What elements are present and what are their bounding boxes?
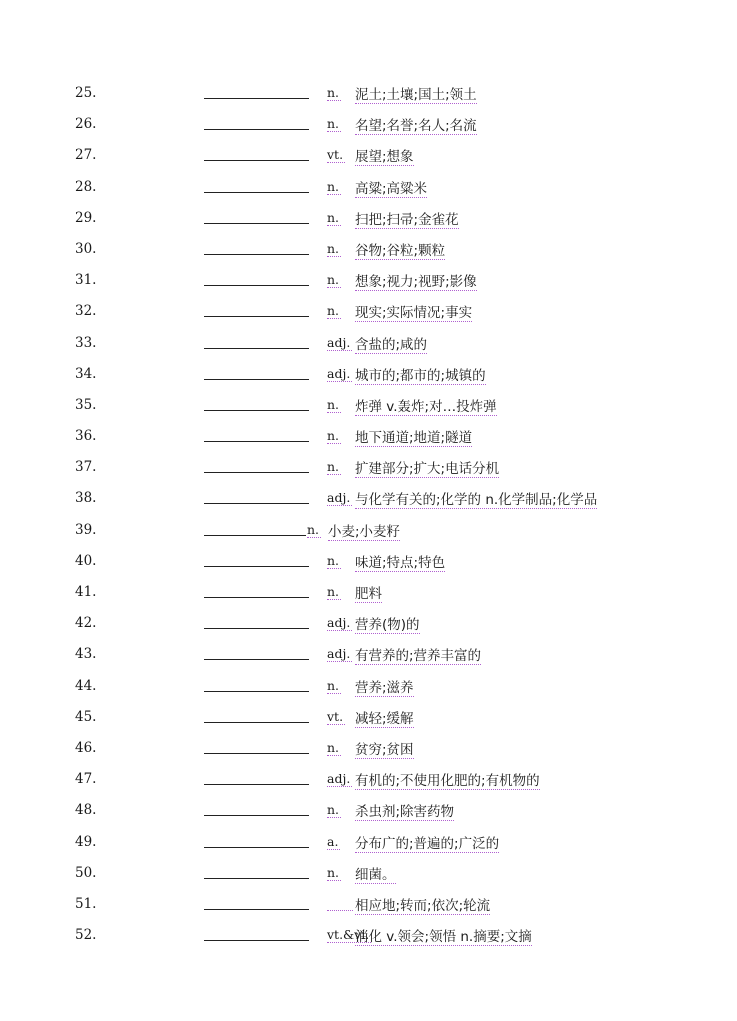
list-item [0,829,737,860]
definition: 与化学有关的;化学的 n.化学制品;化学品 [355,488,597,509]
list-item [0,797,737,828]
definition: 杀虫剂;除害药物 [355,800,454,821]
answer-blank[interactable] [204,597,309,598]
part-of-speech: vt. [327,708,344,724]
answer-blank[interactable] [204,722,309,723]
definition: 泥土;土壤;国土;领土 [355,83,477,104]
part-of-speech: n. [327,178,340,194]
item-number: 38. [75,490,97,507]
definition: 含盐的;咸的 [355,333,427,354]
list-item [0,174,737,205]
definition: 营养;滋养 [355,676,414,697]
item-number: 40. [75,552,97,569]
definition: 谷物;谷粒;颗粒 [355,239,445,260]
part-of-speech: n. [327,240,340,256]
list-item [0,891,737,922]
definition: 营养(物)的 [355,613,420,634]
definition: 扩建部分;扩大;电话分机 [355,457,499,478]
definition: 扫把;扫帚;金雀花 [355,208,459,229]
item-number: 37. [75,459,97,476]
answer-blank[interactable] [204,129,309,130]
answer-blank[interactable] [204,628,309,629]
part-of-speech: n. [327,428,340,444]
item-number: 49. [75,833,97,850]
list-item [0,267,737,298]
answer-blank[interactable] [204,535,306,536]
item-number: 46. [75,739,97,756]
item-number: 50. [75,864,97,881]
part-of-speech: vt.&vi. [327,927,370,943]
part-of-speech: n. [327,85,340,100]
item-number: 33. [75,334,97,351]
part-of-speech: n. [327,677,340,693]
item-number: 45. [75,708,97,725]
part-of-speech: n. [327,864,340,880]
answer-blank[interactable] [204,566,309,567]
definition: 现实;实际情况;事实 [355,301,472,322]
list-item [0,860,737,891]
answer-blank[interactable] [204,878,309,879]
answer-blank[interactable] [204,441,309,442]
definition: 城市的;都市的;城镇的 [355,364,486,385]
part-of-speech: n. [327,584,340,599]
list-item [0,673,737,704]
answer-blank[interactable] [204,192,309,193]
definition: 地下通道;地道;隧道 [355,426,472,447]
item-number: 48. [75,802,97,819]
list-item [0,548,737,579]
list-item [0,330,737,361]
part-of-speech: vt. [327,147,344,163]
definition: 有营养的;营养丰富的 [355,644,481,665]
list-item [0,485,737,516]
part-of-speech: n. [327,802,340,818]
definition: 相应地;转而;依次;轮流 [355,894,490,915]
part-of-speech: adj. [327,771,351,787]
item-number: 35. [75,396,97,413]
item-number: 31. [75,272,97,289]
answer-blank[interactable] [204,753,309,754]
part-of-speech: adj. [327,615,351,631]
list-item [0,298,737,329]
part-of-speech: n. [327,272,340,288]
part-of-speech: adj. [327,490,351,506]
item-number: 25. [75,85,97,101]
list-item [0,80,737,111]
answer-blank[interactable] [204,379,309,380]
part-of-speech: adj. [327,646,351,662]
list-item [0,735,737,766]
answer-blank[interactable] [204,659,309,660]
item-number: 39. [75,521,97,538]
answer-blank[interactable] [204,160,309,161]
answer-blank[interactable] [204,98,309,99]
item-number: 51. [75,895,97,912]
definition: 减轻;缓解 [355,707,414,728]
list-item [0,610,737,641]
answer-blank[interactable] [204,472,309,473]
part-of-speech: adj. [327,334,351,350]
part-of-speech [327,896,353,911]
answer-blank[interactable] [204,784,309,785]
list-item [0,454,737,485]
answer-blank[interactable] [204,691,309,692]
definition: 分布广的;普遍的;广泛的 [355,832,499,853]
list-item [0,111,737,142]
item-number: 36. [75,428,97,445]
answer-blank[interactable] [204,847,309,848]
answer-blank[interactable] [204,909,309,910]
list-item [0,236,737,267]
item-number: 47. [75,771,97,788]
part-of-speech: adj. [327,365,351,381]
item-number: 43. [75,646,97,663]
answer-blank[interactable] [204,940,309,941]
list-item [0,704,737,735]
answer-blank[interactable] [204,815,309,816]
part-of-speech: n. [327,459,340,475]
definition: 有机的;不使用化肥的;有机物的 [355,769,540,790]
item-number: 42. [75,615,97,632]
list-item [0,766,737,797]
definition: 炸弹 v.轰炸;对…投炸弹 [355,395,497,416]
item-number: 26. [75,116,97,133]
part-of-speech: n. [327,396,340,412]
definition: 高粱;高粱米 [355,177,427,198]
item-number: 52. [75,927,97,944]
definition: 小麦;小麦籽 [328,520,400,541]
list-item [0,641,737,672]
list-item [0,205,737,236]
list-item [0,517,737,548]
list-item [0,423,737,454]
answer-blank[interactable] [204,254,309,255]
item-number: 28. [75,178,97,195]
part-of-speech: n. [327,552,340,568]
part-of-speech: a. [327,833,339,849]
definition: 细菌。 [355,863,396,884]
vocabulary-list [0,80,737,953]
answer-blank[interactable] [204,503,309,504]
list-item [0,922,737,953]
definition: 肥料 [355,582,382,603]
definition: 名望;名誉;名人;名流 [355,114,477,135]
definition: 贫穷;贫困 [355,738,414,759]
item-number: 34. [75,365,97,382]
answer-blank[interactable] [204,285,309,286]
answer-blank[interactable] [204,223,309,224]
definition: 想象;视力;视野;影像 [355,270,477,291]
part-of-speech: n. [327,209,340,225]
item-number: 44. [75,677,97,694]
item-number: 30. [75,240,97,257]
list-item [0,392,737,423]
definition: 展望;想象 [355,145,414,166]
definition: 味道;特点;特色 [355,551,445,572]
part-of-speech: n. [327,303,340,319]
answer-blank[interactable] [204,316,309,317]
definition: 消化 v.领会;领悟 n.摘要;文摘 [355,925,532,946]
item-number: 41. [75,584,97,600]
list-item [0,579,737,610]
item-number: 29. [75,209,97,226]
list-item [0,361,737,392]
part-of-speech: n. [327,739,340,755]
item-number: 32. [75,303,97,320]
list-item [0,142,737,173]
part-of-speech: n. [327,116,340,132]
answer-blank[interactable] [204,410,309,411]
item-number: 27. [75,147,97,164]
part-of-speech: n. [307,521,320,537]
answer-blank[interactable] [204,348,309,349]
